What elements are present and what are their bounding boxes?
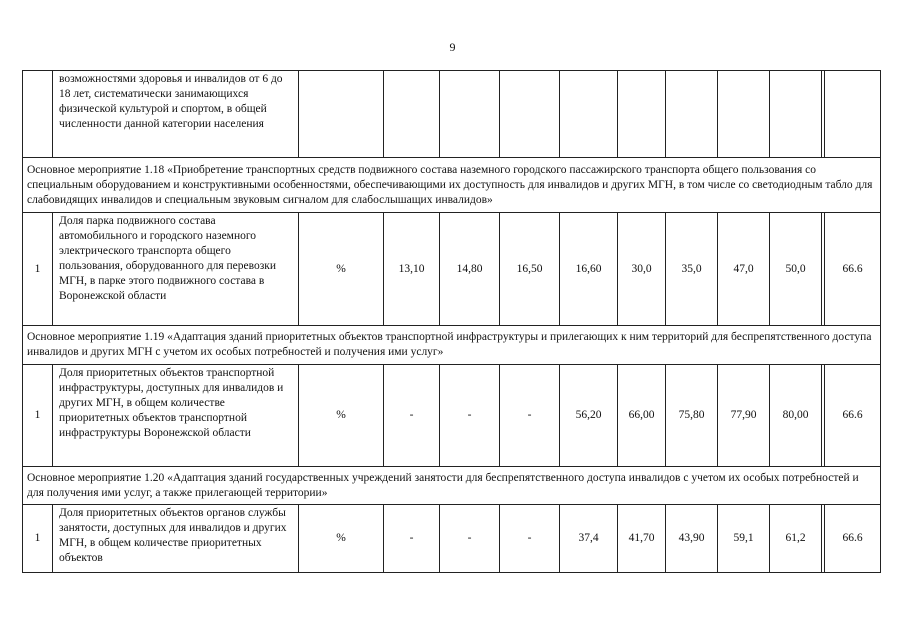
value-cell [718, 71, 770, 158]
section-row [23, 467, 881, 505]
value-cell: 59,1 [718, 505, 770, 573]
value-cell: 66.6 [825, 213, 881, 326]
value-cell: 13,10 [384, 213, 440, 326]
value-cell: 50,0 [770, 213, 822, 326]
value-cell: - [500, 505, 560, 573]
indicator-description: Доля парка подвижного состава автомобильного и городского наземного электрического транспорта общего пользования, оборудованного для перевозки МГН, в парке этого подвижного состава в Воронежской области [53, 213, 299, 326]
value-cell: 37,4 [560, 505, 618, 573]
table-row [23, 71, 881, 158]
section-title: Основное мероприятие 1.18 «Приобретение транспортных средств подвижного состава наземного городского пассажирского транспорта общего пользования со специальным оборудованием и конструктивными особенностями, обеспечивающими их доступность для инвалидов и других МГН, в том числе со светодиодным табло для слабовидящих инвалидов и специальным звуковым сигналом для слабослышащих инвалидов» [23, 158, 881, 213]
value-cell: - [440, 505, 500, 573]
value-cell: - [384, 365, 440, 467]
value-cell: - [500, 365, 560, 467]
value-cell [618, 71, 666, 158]
value-cell: 56,20 [560, 365, 618, 467]
value-cell: 47,0 [718, 213, 770, 326]
indicator-description: Доля приоритетных объектов органов службы занятости, доступных для инвалидов и других МГН, в общем количестве приоритетных объектов [53, 505, 299, 573]
row-number: 1 [23, 505, 53, 573]
value-cell: 35,0 [666, 213, 718, 326]
value-cell: 41,70 [618, 505, 666, 573]
value-cell [825, 71, 881, 158]
value-cell [500, 71, 560, 158]
value-cell: 80,00 [770, 365, 822, 467]
unit-cell: % [299, 365, 384, 467]
value-cell: 66,00 [618, 365, 666, 467]
indicators-table [22, 70, 881, 573]
value-cell [560, 71, 618, 158]
table-row [23, 365, 881, 467]
value-cell [384, 71, 440, 158]
value-cell: 30,0 [618, 213, 666, 326]
section-title: Основное мероприятие 1.20 «Адаптация зданий государственных учреждений занятости для беспрепятственного доступа инвалидов с учетом их особых потребностей и для получения ими услуг, а также прилегающей территории» [23, 467, 881, 505]
unit-cell: % [299, 505, 384, 573]
value-cell: 43,90 [666, 505, 718, 573]
table-row [23, 505, 881, 573]
unit-cell [299, 71, 384, 158]
section-title: Основное мероприятие 1.19 «Адаптация зданий приоритетных объектов транспортной инфраструктуры и прилегающих к ним территорий для беспрепятственного доступа инвалидов и других МГН с учетом их особых потребностей и получения ими услуг» [23, 326, 881, 365]
section-row [23, 326, 881, 365]
value-cell: - [384, 505, 440, 573]
value-cell: 16,60 [560, 213, 618, 326]
table-row [23, 213, 881, 326]
value-cell: 61,2 [770, 505, 822, 573]
value-cell: - [440, 365, 500, 467]
row-number: 1 [23, 365, 53, 467]
indicator-description: Доля приоритетных объектов транспортной инфраструктуры, доступных для инвалидов и других МГН, в общем количестве приоритетных объектов транспортной инфраструктуры Воронежской области [53, 365, 299, 467]
row-number [23, 71, 53, 158]
row-number: 1 [23, 213, 53, 326]
section-row [23, 158, 881, 213]
indicator-description: возможностями здоровья и инвалидов от 6 до 18 лет, систематически занимающихся физической культурой и спортом, в общей численности данной категории населения [53, 71, 299, 158]
value-cell: 66.6 [825, 365, 881, 467]
value-cell: 16,50 [500, 213, 560, 326]
unit-cell: % [299, 213, 384, 326]
value-cell [440, 71, 500, 158]
value-cell: 66.6 [825, 505, 881, 573]
value-cell: 14,80 [440, 213, 500, 326]
value-cell [666, 71, 718, 158]
value-cell: 77,90 [718, 365, 770, 467]
value-cell [770, 71, 822, 158]
value-cell: 75,80 [666, 365, 718, 467]
page-number: 9 [449, 40, 456, 54]
